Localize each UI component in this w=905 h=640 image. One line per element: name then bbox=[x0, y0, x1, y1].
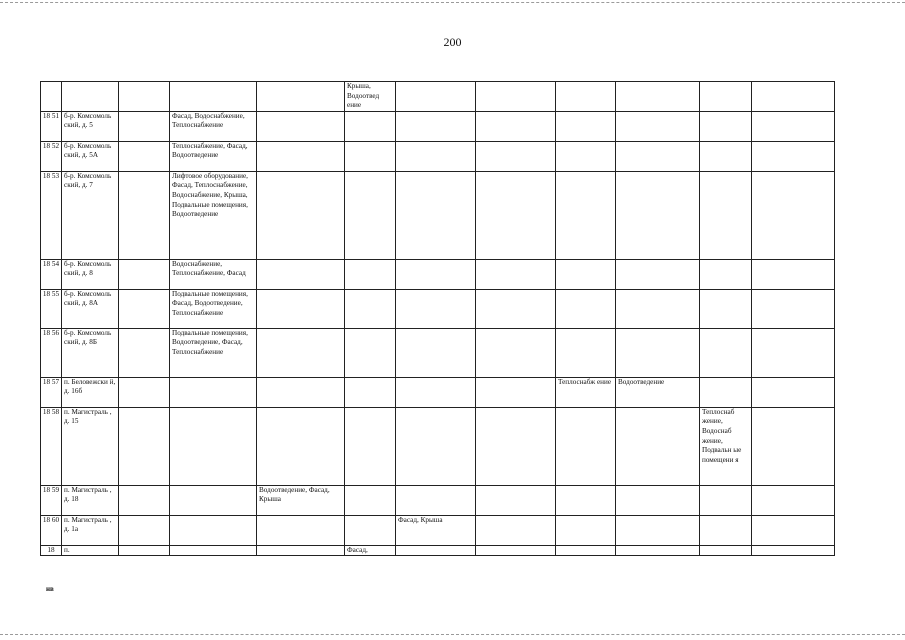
row-number-cell: 18 58 bbox=[41, 407, 62, 485]
address-cell: б-р. Комсомоль ский, д. 7 bbox=[62, 171, 119, 259]
table-cell bbox=[396, 111, 476, 141]
table-cell bbox=[616, 259, 700, 289]
address-cell: б-р. Комсомоль ский, д. 8А bbox=[62, 289, 119, 328]
table-cell bbox=[345, 289, 396, 328]
address-cell: п. Магистраль , д. 18 bbox=[62, 485, 119, 515]
table-cell bbox=[345, 377, 396, 407]
table-cell bbox=[170, 377, 257, 407]
table-cell bbox=[476, 82, 556, 112]
table-cell bbox=[476, 111, 556, 141]
table-cell bbox=[752, 328, 835, 377]
address-cell: б-р. Комсомоль ский, д. 5 bbox=[62, 111, 119, 141]
table-cell bbox=[170, 515, 257, 545]
table-cell bbox=[700, 171, 752, 259]
table-cell bbox=[257, 141, 345, 171]
table-cell: Водоотведение bbox=[616, 377, 700, 407]
table-cell bbox=[476, 515, 556, 545]
table-cell bbox=[752, 171, 835, 259]
table-cell bbox=[257, 82, 345, 112]
table-cell bbox=[396, 141, 476, 171]
table-cell: Подвальные помещения, Водоотведение, Фасад, Теплоснабжение bbox=[170, 328, 257, 377]
table-cell bbox=[476, 141, 556, 171]
table-row bbox=[41, 289, 835, 328]
table-row bbox=[41, 82, 835, 112]
table-cell bbox=[700, 328, 752, 377]
scan-edge-bottom bbox=[0, 634, 905, 635]
table-cell bbox=[700, 111, 752, 141]
table-cell bbox=[396, 377, 476, 407]
row-number-cell: 18 56 bbox=[41, 328, 62, 377]
row-number-cell: 18 60 bbox=[41, 515, 62, 545]
table-cell bbox=[257, 545, 345, 556]
table-cell bbox=[752, 259, 835, 289]
row-number-cell: 18 54 bbox=[41, 259, 62, 289]
table-cell bbox=[345, 171, 396, 259]
table-cell bbox=[556, 289, 616, 328]
table-cell bbox=[752, 289, 835, 328]
table-cell bbox=[556, 328, 616, 377]
row-number-cell bbox=[41, 82, 62, 112]
table-cell bbox=[396, 407, 476, 485]
table-cell: Лифтовое оборудование, Фасад, Теплоснабжение, Водоснабжение, Крыша, Подвальные помещения, Водоотведение bbox=[170, 171, 257, 259]
address-cell: п. Магистраль , д. 1а bbox=[62, 515, 119, 545]
table-cell bbox=[476, 289, 556, 328]
table-cell bbox=[396, 485, 476, 515]
table-cell bbox=[752, 377, 835, 407]
table-cell bbox=[345, 328, 396, 377]
table-cell bbox=[257, 407, 345, 485]
table-row bbox=[41, 377, 835, 407]
table-cell bbox=[119, 407, 170, 485]
row-number-cell: 18 59 bbox=[41, 485, 62, 515]
table-cell bbox=[119, 545, 170, 556]
table-cell bbox=[700, 515, 752, 545]
table-cell bbox=[556, 82, 616, 112]
table-row bbox=[41, 545, 835, 556]
scan-edge-top bbox=[0, 2, 905, 3]
table-cell bbox=[257, 289, 345, 328]
table-cell bbox=[119, 171, 170, 259]
address-cell bbox=[62, 82, 119, 112]
address-cell: б-р. Комсомоль ский, д. 5А bbox=[62, 141, 119, 171]
table-cell bbox=[752, 111, 835, 141]
table-cell bbox=[616, 141, 700, 171]
row-number-cell: 18 51 bbox=[41, 111, 62, 141]
table-cell bbox=[556, 111, 616, 141]
table-cell bbox=[119, 111, 170, 141]
address-cell: б-р. Комсомоль ский, д. 8Б bbox=[62, 328, 119, 377]
table-cell bbox=[616, 171, 700, 259]
table-cell: Фасад, bbox=[345, 545, 396, 556]
table-cell bbox=[616, 515, 700, 545]
table-cell bbox=[345, 259, 396, 289]
table-cell bbox=[700, 485, 752, 515]
address-cell: п. Беловежски й, д. 16б bbox=[62, 377, 119, 407]
table-cell bbox=[119, 82, 170, 112]
table-row bbox=[41, 259, 835, 289]
table-cell bbox=[345, 407, 396, 485]
table-cell: Водоснабжение, Теплоснабжение, Фасад bbox=[170, 259, 257, 289]
row-number-cell: 18 53 bbox=[41, 171, 62, 259]
table-cell bbox=[257, 515, 345, 545]
table-cell bbox=[700, 141, 752, 171]
table-cell bbox=[476, 328, 556, 377]
table-cell bbox=[396, 82, 476, 112]
table-cell bbox=[119, 141, 170, 171]
table-cell bbox=[119, 328, 170, 377]
table-cell bbox=[700, 259, 752, 289]
footer-mark: нв bbox=[46, 585, 54, 593]
row-number-cell: 18 57 bbox=[41, 377, 62, 407]
table-cell bbox=[556, 259, 616, 289]
table-cell bbox=[752, 515, 835, 545]
table-cell bbox=[345, 111, 396, 141]
table-cell bbox=[476, 407, 556, 485]
table-cell bbox=[556, 515, 616, 545]
table-cell bbox=[119, 377, 170, 407]
table-cell: Теплоснабж ение bbox=[556, 377, 616, 407]
table-cell bbox=[170, 407, 257, 485]
table-cell bbox=[556, 141, 616, 171]
table-row bbox=[41, 111, 835, 141]
table-cell bbox=[119, 289, 170, 328]
table-cell bbox=[396, 171, 476, 259]
row-number-cell: 18 bbox=[41, 545, 62, 556]
table-cell bbox=[556, 545, 616, 556]
table-cell: Крыша, Водоотвед ение bbox=[345, 82, 396, 112]
table-cell: Фасад, Водоснабжение, Теплоснабжение bbox=[170, 111, 257, 141]
table-cell: Водоотведение, Фасад, Крыша bbox=[257, 485, 345, 515]
table-row bbox=[41, 407, 835, 485]
table-cell bbox=[257, 328, 345, 377]
table-row bbox=[41, 141, 835, 171]
table-row bbox=[41, 515, 835, 545]
table-row bbox=[41, 328, 835, 377]
table-cell bbox=[170, 485, 257, 515]
table-cell bbox=[257, 259, 345, 289]
address-cell: п. bbox=[62, 545, 119, 556]
address-cell: б-р. Комсомоль ский, д. 8 bbox=[62, 259, 119, 289]
table-cell bbox=[616, 111, 700, 141]
page-number: 200 bbox=[443, 35, 462, 49]
row-number-cell: 18 55 bbox=[41, 289, 62, 328]
table-cell bbox=[752, 485, 835, 515]
table-cell bbox=[700, 545, 752, 556]
table-cell bbox=[257, 377, 345, 407]
table-cell bbox=[476, 545, 556, 556]
address-cell: п. Магистраль , д. 15 bbox=[62, 407, 119, 485]
table-cell bbox=[345, 485, 396, 515]
table-cell bbox=[476, 377, 556, 407]
table-cell bbox=[616, 289, 700, 328]
table-cell: Фасад, Крыша bbox=[396, 515, 476, 545]
table-cell: Теплоснабжение, Фасад, Водоотведение bbox=[170, 141, 257, 171]
table-cell: Подвальные помещения, Фасад, Водоотведение, Теплоснабжение bbox=[170, 289, 257, 328]
table-cell bbox=[345, 141, 396, 171]
table-cell bbox=[396, 289, 476, 328]
table-cell bbox=[170, 82, 257, 112]
table-cell bbox=[556, 407, 616, 485]
repair-schedule-table bbox=[40, 81, 835, 556]
table-cell bbox=[752, 141, 835, 171]
table-cell bbox=[345, 515, 396, 545]
table-cell bbox=[476, 485, 556, 515]
table-cell bbox=[616, 407, 700, 485]
table-cell bbox=[700, 289, 752, 328]
table-cell bbox=[616, 485, 700, 515]
table-row bbox=[41, 171, 835, 259]
row-number-cell: 18 52 bbox=[41, 141, 62, 171]
table-cell bbox=[119, 259, 170, 289]
table-cell bbox=[476, 171, 556, 259]
table-cell: Теплоснаб жение, Водоснаб жение, Подвальн ые помещени я bbox=[700, 407, 752, 485]
table-cell bbox=[556, 485, 616, 515]
table-cell bbox=[752, 407, 835, 485]
table-cell bbox=[616, 545, 700, 556]
table-cell bbox=[257, 171, 345, 259]
table-cell bbox=[476, 259, 556, 289]
table-cell bbox=[752, 82, 835, 112]
table-cell bbox=[119, 485, 170, 515]
table-cell bbox=[396, 259, 476, 289]
table-cell bbox=[700, 377, 752, 407]
table-body bbox=[41, 82, 835, 556]
table-cell bbox=[257, 111, 345, 141]
table-cell bbox=[752, 545, 835, 556]
table-cell bbox=[700, 82, 752, 112]
table-cell bbox=[396, 328, 476, 377]
table-cell bbox=[119, 515, 170, 545]
table-cell bbox=[170, 545, 257, 556]
table-cell bbox=[556, 171, 616, 259]
table-cell bbox=[616, 328, 700, 377]
table-cell bbox=[396, 545, 476, 556]
table-cell bbox=[616, 82, 700, 112]
table-row bbox=[41, 485, 835, 515]
